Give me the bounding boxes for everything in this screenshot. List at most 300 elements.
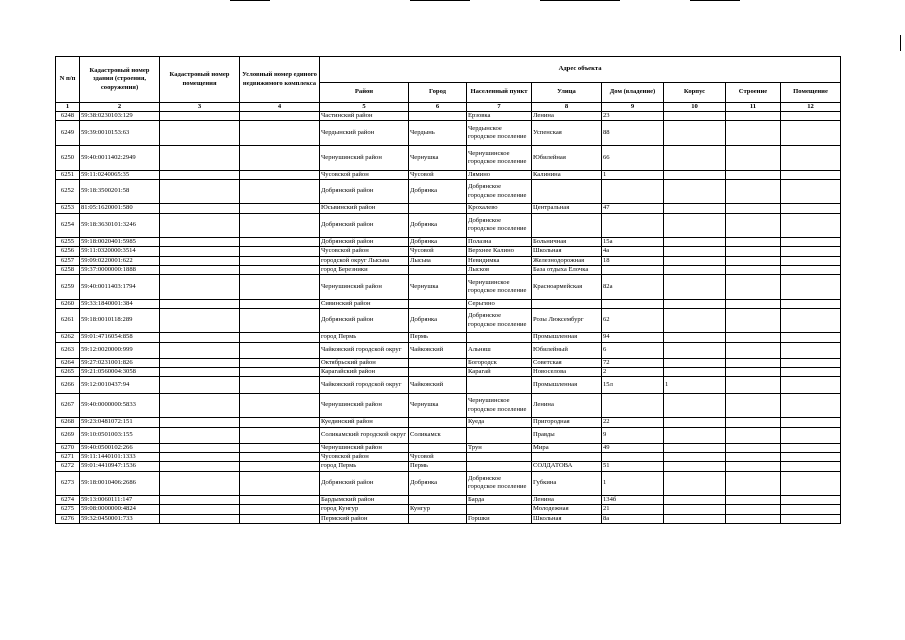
- dom-cell: 15л: [602, 377, 664, 393]
- stroenie-cell: [726, 265, 781, 274]
- rayon-cell: Добрянский район: [320, 238, 409, 247]
- table-row: [56, 308, 841, 333]
- stroenie-cell: [726, 505, 781, 514]
- rayon-cell: город Пермь: [320, 462, 409, 471]
- cadastral-room-cell: [160, 333, 240, 342]
- pomeshenie-cell: [781, 204, 841, 213]
- table-row: [56, 112, 841, 121]
- row-number: 6264: [56, 358, 80, 367]
- ulica-cell: Новоселова: [532, 368, 602, 377]
- table-body: [56, 112, 841, 524]
- korpus-cell: [664, 204, 726, 213]
- row-number: 6249: [56, 121, 80, 146]
- cadastral-room-cell: [160, 247, 240, 256]
- dom-cell: 51: [602, 462, 664, 471]
- korpus-cell: [664, 112, 726, 121]
- pomeshenie-cell: [781, 368, 841, 377]
- table-row: [56, 265, 841, 274]
- cadastral-building-cell: 59:10:0501003:155: [80, 427, 160, 443]
- korpus-cell: [664, 308, 726, 333]
- stroenie-cell: [726, 514, 781, 523]
- rayon-cell: город Кунгур: [320, 505, 409, 514]
- cadastral-room-cell: [160, 462, 240, 471]
- table-row: [56, 505, 841, 514]
- conditional-number-cell: [240, 213, 320, 238]
- rayon-cell: Чайковский городской округ: [320, 377, 409, 393]
- row-number: 6248: [56, 112, 80, 121]
- table-row: [56, 179, 841, 204]
- cadastral-building-cell: 59:09:0220001:622: [80, 256, 160, 265]
- ulica-cell: Пригородная: [532, 418, 602, 427]
- ulica-cell: Промышленная: [532, 333, 602, 342]
- table-row: [56, 427, 841, 443]
- rayon-cell: Куединский район: [320, 418, 409, 427]
- korpus-cell: [664, 393, 726, 418]
- scan-mark: [410, 0, 470, 1]
- korpus-cell: 1: [664, 377, 726, 393]
- stroenie-cell: [726, 471, 781, 496]
- ulica-cell: [532, 213, 602, 238]
- rayon-cell: Чусовской район: [320, 170, 409, 179]
- dom-cell: 6: [602, 342, 664, 358]
- gorod-cell: Чусовой: [409, 170, 467, 179]
- korpus-cell: [664, 358, 726, 367]
- cadastral-room-cell: [160, 358, 240, 367]
- np-cell: [467, 427, 532, 443]
- korpus-cell: [664, 275, 726, 300]
- rayon-cell: Пермский район: [320, 514, 409, 523]
- stroenie-cell: [726, 358, 781, 367]
- dom-cell: 82а: [602, 275, 664, 300]
- cadastral-room-cell: [160, 368, 240, 377]
- cadastral-room-cell: [160, 179, 240, 204]
- dom-cell: 8а: [602, 514, 664, 523]
- rayon-cell: Частинский район: [320, 112, 409, 121]
- scan-mark: [900, 35, 901, 51]
- header-address-group: Адрес объекта: [320, 57, 841, 83]
- scan-mark: [540, 0, 620, 1]
- dom-cell: 1: [602, 170, 664, 179]
- row-number: 6261: [56, 308, 80, 333]
- col-number: 4: [240, 103, 320, 112]
- np-cell: [467, 453, 532, 462]
- table-row: [56, 496, 841, 505]
- gorod-cell: Чердынь: [409, 121, 467, 146]
- korpus-cell: [664, 443, 726, 452]
- ulica-cell: Школьная: [532, 247, 602, 256]
- rayon-cell: Бардымский район: [320, 496, 409, 505]
- ulica-cell: СОЛДАТОВА: [532, 462, 602, 471]
- header-rayon: Район: [320, 83, 409, 103]
- row-number: 6266: [56, 377, 80, 393]
- table-row: [56, 275, 841, 300]
- ulica-cell: [532, 179, 602, 204]
- cadastral-room-cell: [160, 121, 240, 146]
- cadastral-building-cell: 59:18:3630101:3246: [80, 213, 160, 238]
- cadastral-building-cell: 59:33:1840001:384: [80, 299, 160, 308]
- korpus-cell: [664, 121, 726, 146]
- stroenie-cell: [726, 204, 781, 213]
- np-cell: Богородск: [467, 358, 532, 367]
- cadastral-building-cell: 59:18:0020401:5985: [80, 238, 160, 247]
- row-number: 6262: [56, 333, 80, 342]
- np-cell: Полазна: [467, 238, 532, 247]
- np-cell: [467, 505, 532, 514]
- np-cell: Невидимка: [467, 256, 532, 265]
- cadastral-building-cell: 59:12:0020000:999: [80, 342, 160, 358]
- cadastral-building-cell: 59:18:0010118:289: [80, 308, 160, 333]
- gorod-cell: [409, 299, 467, 308]
- col-number: 2: [80, 103, 160, 112]
- table-row: [56, 471, 841, 496]
- header-dom: Дом (владение): [602, 83, 664, 103]
- col-number: 3: [160, 103, 240, 112]
- np-cell: Ерзовка: [467, 112, 532, 121]
- pomeshenie-cell: [781, 112, 841, 121]
- col-number: 6: [409, 103, 467, 112]
- ulica-cell: База отдыха Елочка: [532, 265, 602, 274]
- ulica-cell: Мира: [532, 443, 602, 452]
- conditional-number-cell: [240, 471, 320, 496]
- pomeshenie-cell: [781, 299, 841, 308]
- header-cadastral-room: Кадастровый номер помещения: [160, 57, 240, 103]
- korpus-cell: [664, 505, 726, 514]
- pomeshenie-cell: [781, 453, 841, 462]
- pomeshenie-cell: [781, 146, 841, 171]
- np-cell: Чердынское городское поселение: [467, 121, 532, 146]
- dom-cell: 15а: [602, 238, 664, 247]
- cadastral-room-cell: [160, 112, 240, 121]
- row-number: 6275: [56, 505, 80, 514]
- cadastral-building-cell: 59:08:0000000:4824: [80, 505, 160, 514]
- cadastral-room-cell: [160, 299, 240, 308]
- cadastral-building-cell: 59:01:4716054:858: [80, 333, 160, 342]
- row-number: 6257: [56, 256, 80, 265]
- table-row: [56, 238, 841, 247]
- conditional-number-cell: [240, 170, 320, 179]
- cadastral-building-cell: 59:11:1440101:1333: [80, 453, 160, 462]
- np-cell: Добрянское городское поселение: [467, 308, 532, 333]
- rayon-cell: Чусовской район: [320, 453, 409, 462]
- ulica-cell: Больничная: [532, 238, 602, 247]
- korpus-cell: [664, 213, 726, 238]
- gorod-cell: [409, 265, 467, 274]
- conditional-number-cell: [240, 368, 320, 377]
- col-number: 5: [320, 103, 409, 112]
- np-cell: Крохалево: [467, 204, 532, 213]
- gorod-cell: Чайковский: [409, 342, 467, 358]
- rayon-cell: Юсьвинский район: [320, 204, 409, 213]
- table-row: [56, 377, 841, 393]
- col-number: 8: [532, 103, 602, 112]
- conditional-number-cell: [240, 514, 320, 523]
- table-row: [56, 121, 841, 146]
- np-cell: Трун: [467, 443, 532, 452]
- cadastral-room-cell: [160, 496, 240, 505]
- header-stroenie: Строение: [726, 83, 781, 103]
- row-number: 6263: [56, 342, 80, 358]
- dom-cell: [602, 213, 664, 238]
- cadastral-building-cell: 59:39:0010153:63: [80, 121, 160, 146]
- scan-mark: [230, 0, 270, 1]
- cadastral-building-cell: 59:11:0240065:35: [80, 170, 160, 179]
- row-number: 6268: [56, 418, 80, 427]
- header-pomeshenie: Помещение: [781, 83, 841, 103]
- table-row: [56, 514, 841, 523]
- ulica-cell: Промышленная: [532, 377, 602, 393]
- dom-cell: 72: [602, 358, 664, 367]
- pomeshenie-cell: [781, 505, 841, 514]
- dom-cell: [602, 393, 664, 418]
- conditional-number-cell: [240, 462, 320, 471]
- gorod-cell: Лысьва: [409, 256, 467, 265]
- pomeshenie-cell: [781, 377, 841, 393]
- gorod-cell: Добрянка: [409, 179, 467, 204]
- ulica-cell: Красноармейская: [532, 275, 602, 300]
- table-row: [56, 358, 841, 367]
- pomeshenie-cell: [781, 333, 841, 342]
- ulica-cell: [532, 299, 602, 308]
- stroenie-cell: [726, 368, 781, 377]
- gorod-cell: [409, 418, 467, 427]
- korpus-cell: [664, 299, 726, 308]
- gorod-cell: Добрянка: [409, 471, 467, 496]
- conditional-number-cell: [240, 393, 320, 418]
- np-cell: [467, 333, 532, 342]
- row-number: 6272: [56, 462, 80, 471]
- header-ulica: Улица: [532, 83, 602, 103]
- gorod-cell: Добрянка: [409, 238, 467, 247]
- dom-cell: 18: [602, 256, 664, 265]
- stroenie-cell: [726, 443, 781, 452]
- korpus-cell: [664, 333, 726, 342]
- table-row: [56, 247, 841, 256]
- header-cadastral-building: Кадастровый номер здания (строения, сооружения): [80, 57, 160, 103]
- ulica-cell: Розы Люксембург: [532, 308, 602, 333]
- scan-mark: [690, 0, 740, 1]
- rayon-cell: Чернушинский район: [320, 275, 409, 300]
- np-cell: Серьгино: [467, 299, 532, 308]
- rayon-cell: Добрянский район: [320, 308, 409, 333]
- np-cell: Чернушинское городское поселение: [467, 393, 532, 418]
- ulica-cell: Успенская: [532, 121, 602, 146]
- gorod-cell: Чусовой: [409, 453, 467, 462]
- cadastral-building-cell: 59:23:0481072:151: [80, 418, 160, 427]
- conditional-number-cell: [240, 146, 320, 171]
- cadastral-room-cell: [160, 342, 240, 358]
- stroenie-cell: [726, 213, 781, 238]
- table-row: [56, 393, 841, 418]
- col-number: 11: [726, 103, 781, 112]
- rayon-cell: Чернушинский район: [320, 443, 409, 452]
- rayon-cell: Сивинский район: [320, 299, 409, 308]
- korpus-cell: [664, 342, 726, 358]
- dom-cell: 88: [602, 121, 664, 146]
- gorod-cell: Чернушка: [409, 146, 467, 171]
- rayon-cell: город Березники: [320, 265, 409, 274]
- stroenie-cell: [726, 418, 781, 427]
- row-number: 6258: [56, 265, 80, 274]
- cadastral-room-cell: [160, 418, 240, 427]
- gorod-cell: [409, 112, 467, 121]
- pomeshenie-cell: [781, 247, 841, 256]
- dom-cell: 134б: [602, 496, 664, 505]
- gorod-cell: Пермь: [409, 462, 467, 471]
- ulica-cell: Ленина: [532, 393, 602, 418]
- cadastral-building-cell: 59:11:0320000:3514: [80, 247, 160, 256]
- pomeshenie-cell: [781, 265, 841, 274]
- korpus-cell: [664, 256, 726, 265]
- gorod-cell: [409, 443, 467, 452]
- ulica-cell: Калинина: [532, 170, 602, 179]
- pomeshenie-cell: [781, 471, 841, 496]
- np-cell: Карагай: [467, 368, 532, 377]
- cadastral-room-cell: [160, 204, 240, 213]
- dom-cell: 22: [602, 418, 664, 427]
- cadastral-room-cell: [160, 256, 240, 265]
- rayon-cell: Чердынский район: [320, 121, 409, 146]
- conditional-number-cell: [240, 308, 320, 333]
- gorod-cell: Кунгур: [409, 505, 467, 514]
- cadastral-building-cell: 59:38:0230103:129: [80, 112, 160, 121]
- rayon-cell: Добрянский район: [320, 471, 409, 496]
- dom-cell: 94: [602, 333, 664, 342]
- stroenie-cell: [726, 275, 781, 300]
- cadastral-building-cell: 59:40:0011403:1794: [80, 275, 160, 300]
- cadastral-room-cell: [160, 238, 240, 247]
- conditional-number-cell: [240, 179, 320, 204]
- table-row: [56, 453, 841, 462]
- dom-cell: [602, 453, 664, 462]
- dom-cell: 1: [602, 471, 664, 496]
- gorod-cell: Чернушка: [409, 275, 467, 300]
- ulica-cell: Ленина: [532, 112, 602, 121]
- ulica-cell: Железнодорожная: [532, 256, 602, 265]
- registry-table: [55, 56, 841, 524]
- korpus-cell: [664, 427, 726, 443]
- cadastral-room-cell: [160, 170, 240, 179]
- conditional-number-cell: [240, 265, 320, 274]
- pomeshenie-cell: [781, 275, 841, 300]
- korpus-cell: [664, 462, 726, 471]
- cadastral-building-cell: 59:27:0231001:826: [80, 358, 160, 367]
- gorod-cell: Соликамск: [409, 427, 467, 443]
- ulica-cell: Правды: [532, 427, 602, 443]
- conditional-number-cell: [240, 121, 320, 146]
- header-korpus: Корпус: [664, 83, 726, 103]
- np-cell: Верхнее Калино: [467, 247, 532, 256]
- dom-cell: 47: [602, 204, 664, 213]
- header-n: N п/п: [56, 57, 80, 103]
- table-row: [56, 146, 841, 171]
- pomeshenie-cell: [781, 427, 841, 443]
- gorod-cell: Чусовой: [409, 247, 467, 256]
- np-cell: Добрянское городское поселение: [467, 179, 532, 204]
- cadastral-building-cell: 59:37:0000000:1888: [80, 265, 160, 274]
- col-number: 9: [602, 103, 664, 112]
- stroenie-cell: [726, 462, 781, 471]
- cadastral-building-cell: 59:40:0000000:5833: [80, 393, 160, 418]
- stroenie-cell: [726, 333, 781, 342]
- ulica-cell: Юбилейная: [532, 146, 602, 171]
- conditional-number-cell: [240, 247, 320, 256]
- row-number: 6253: [56, 204, 80, 213]
- rayon-cell: Соликамский городской округ: [320, 427, 409, 443]
- gorod-cell: [409, 368, 467, 377]
- korpus-cell: [664, 496, 726, 505]
- korpus-cell: [664, 238, 726, 247]
- np-cell: Добрянское городское поселение: [467, 471, 532, 496]
- dom-cell: [602, 265, 664, 274]
- ulica-cell: Молодежная: [532, 505, 602, 514]
- cadastral-room-cell: [160, 505, 240, 514]
- conditional-number-cell: [240, 342, 320, 358]
- cadastral-building-cell: 59:21:0560004:3058: [80, 368, 160, 377]
- conditional-number-cell: [240, 505, 320, 514]
- table-row: [56, 333, 841, 342]
- dom-cell: 23: [602, 112, 664, 121]
- pomeshenie-cell: [781, 308, 841, 333]
- conditional-number-cell: [240, 204, 320, 213]
- table-row: [56, 299, 841, 308]
- cadastral-room-cell: [160, 275, 240, 300]
- table-row: [56, 418, 841, 427]
- header-gorod: Город: [409, 83, 467, 103]
- conditional-number-cell: [240, 427, 320, 443]
- col-number: 10: [664, 103, 726, 112]
- stroenie-cell: [726, 393, 781, 418]
- row-number: 6254: [56, 213, 80, 238]
- cadastral-room-cell: [160, 443, 240, 452]
- dom-cell: 9: [602, 427, 664, 443]
- dom-cell: 66: [602, 146, 664, 171]
- korpus-cell: [664, 453, 726, 462]
- conditional-number-cell: [240, 443, 320, 452]
- stroenie-cell: [726, 146, 781, 171]
- row-number: 6255: [56, 238, 80, 247]
- col-number: 12: [781, 103, 841, 112]
- gorod-cell: Чайковский: [409, 377, 467, 393]
- cadastral-building-cell: 59:01:4410947:1536: [80, 462, 160, 471]
- dom-cell: 62: [602, 308, 664, 333]
- korpus-cell: [664, 247, 726, 256]
- cadastral-room-cell: [160, 471, 240, 496]
- header-np: Населенный пункт: [467, 83, 532, 103]
- row-number: 6256: [56, 247, 80, 256]
- stroenie-cell: [726, 238, 781, 247]
- np-cell: Чернушинское городское поселение: [467, 275, 532, 300]
- cadastral-building-cell: 59:40:0011402:2949: [80, 146, 160, 171]
- cadastral-building-cell: 59:32:0450001:733: [80, 514, 160, 523]
- stroenie-cell: [726, 247, 781, 256]
- korpus-cell: [664, 514, 726, 523]
- cadastral-building-cell: 59:18:0010406:2686: [80, 471, 160, 496]
- ulica-cell: Юбилейный: [532, 342, 602, 358]
- table-row: [56, 342, 841, 358]
- rayon-cell: город Пермь: [320, 333, 409, 342]
- cadastral-room-cell: [160, 308, 240, 333]
- row-number: 6265: [56, 368, 80, 377]
- conditional-number-cell: [240, 238, 320, 247]
- ulica-cell: Центральная: [532, 204, 602, 213]
- rayon-cell: Чернушинский район: [320, 393, 409, 418]
- pomeshenie-cell: [781, 418, 841, 427]
- conditional-number-cell: [240, 377, 320, 393]
- dom-cell: [602, 299, 664, 308]
- pomeshenie-cell: [781, 213, 841, 238]
- cadastral-room-cell: [160, 377, 240, 393]
- cadastral-building-cell: 59:12:0010437:94: [80, 377, 160, 393]
